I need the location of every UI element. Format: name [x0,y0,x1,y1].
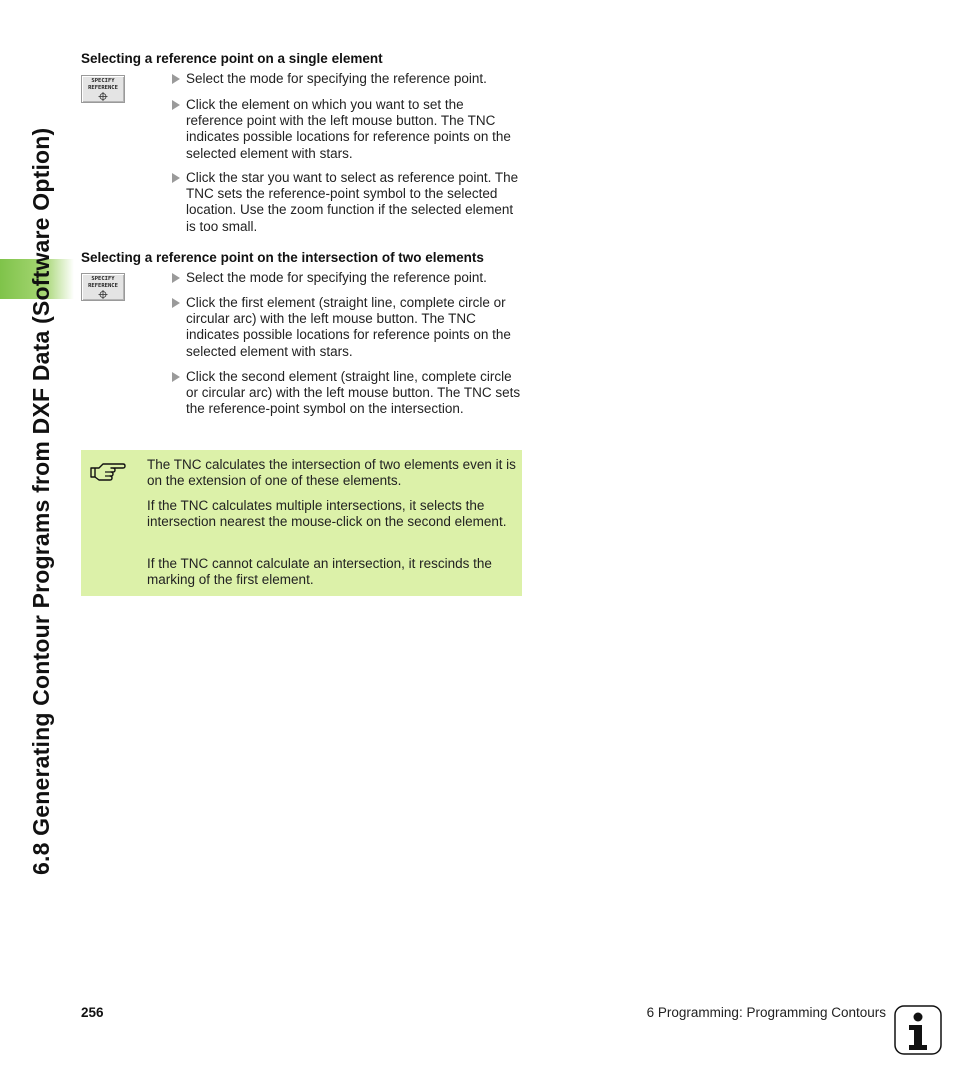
specify-reference-softkey[interactable] [81,75,125,103]
footer-chapter-title: 6 Programming: Programming Contours [646,1005,886,1020]
step-arrow-icon [172,100,180,110]
note-paragraph: The TNC calculates the intersection of two elements even it is on the extension of one of these elements. [147,457,516,489]
page-number: 256 [81,1005,104,1020]
step-arrow-icon [172,273,180,283]
step-item [172,170,524,235]
step-item [172,369,524,418]
step-item [172,270,524,286]
info-icon [894,1005,942,1055]
softkey-label-line2: REFERENCE [88,283,118,289]
step-text: Click the second element (straight line, complete circle or circular arc) with the left mouse button. The TNC sets the reference-point symbol on the intersection. [186,369,521,417]
step-item [172,97,524,162]
step-item [172,295,524,360]
softkey-label-line1: SPECIFY [91,276,115,282]
chapter-side-title: 6.8 Generating Contour Programs from DXF Data (Software Option) [28,127,54,875]
step-text: Click the first element (straight line, complete circle or circular arc) with the left mouse button. The TNC indicates possible locations for reference points on the selected element with stars. [186,295,511,359]
step-item [172,71,524,87]
step-arrow-icon [172,173,180,183]
specify-reference-softkey[interactable] [81,273,125,301]
pointing-hand-icon [89,458,127,484]
step-text: Select the mode for specifying the reference point. [186,270,487,285]
step-text: Click the star you want to select as reference point. The TNC sets the reference-point symbol to the selected location. Use the zoom function if the selected element is too small. [186,170,519,234]
step-arrow-icon [172,74,180,84]
step-text: Select the mode for specifying the reference point. [186,71,487,86]
softkey-label-line2: REFERENCE [88,85,118,91]
note-box [81,450,522,596]
note-paragraph: If the TNC calculates multiple intersections, it selects the intersection nearest the mouse-click on the second element. [147,498,507,530]
step-arrow-icon [172,298,180,308]
step-arrow-icon [172,372,180,382]
crosshair-icon [98,92,108,101]
note-paragraph: If the TNC cannot calculate an intersection, it rescinds the marking of the first element. [147,556,492,588]
softkey-label-line1: SPECIFY [91,78,115,84]
step-text: Click the element on which you want to set the reference point with the left mouse button. The TNC indicates possible locations for reference points on the selected element with stars. [186,97,511,161]
section-heading-single-element: Selecting a reference point on a single element [81,51,383,66]
crosshair-icon [98,290,108,299]
section-heading-intersection: Selecting a reference point on the intersection of two elements [81,250,484,265]
